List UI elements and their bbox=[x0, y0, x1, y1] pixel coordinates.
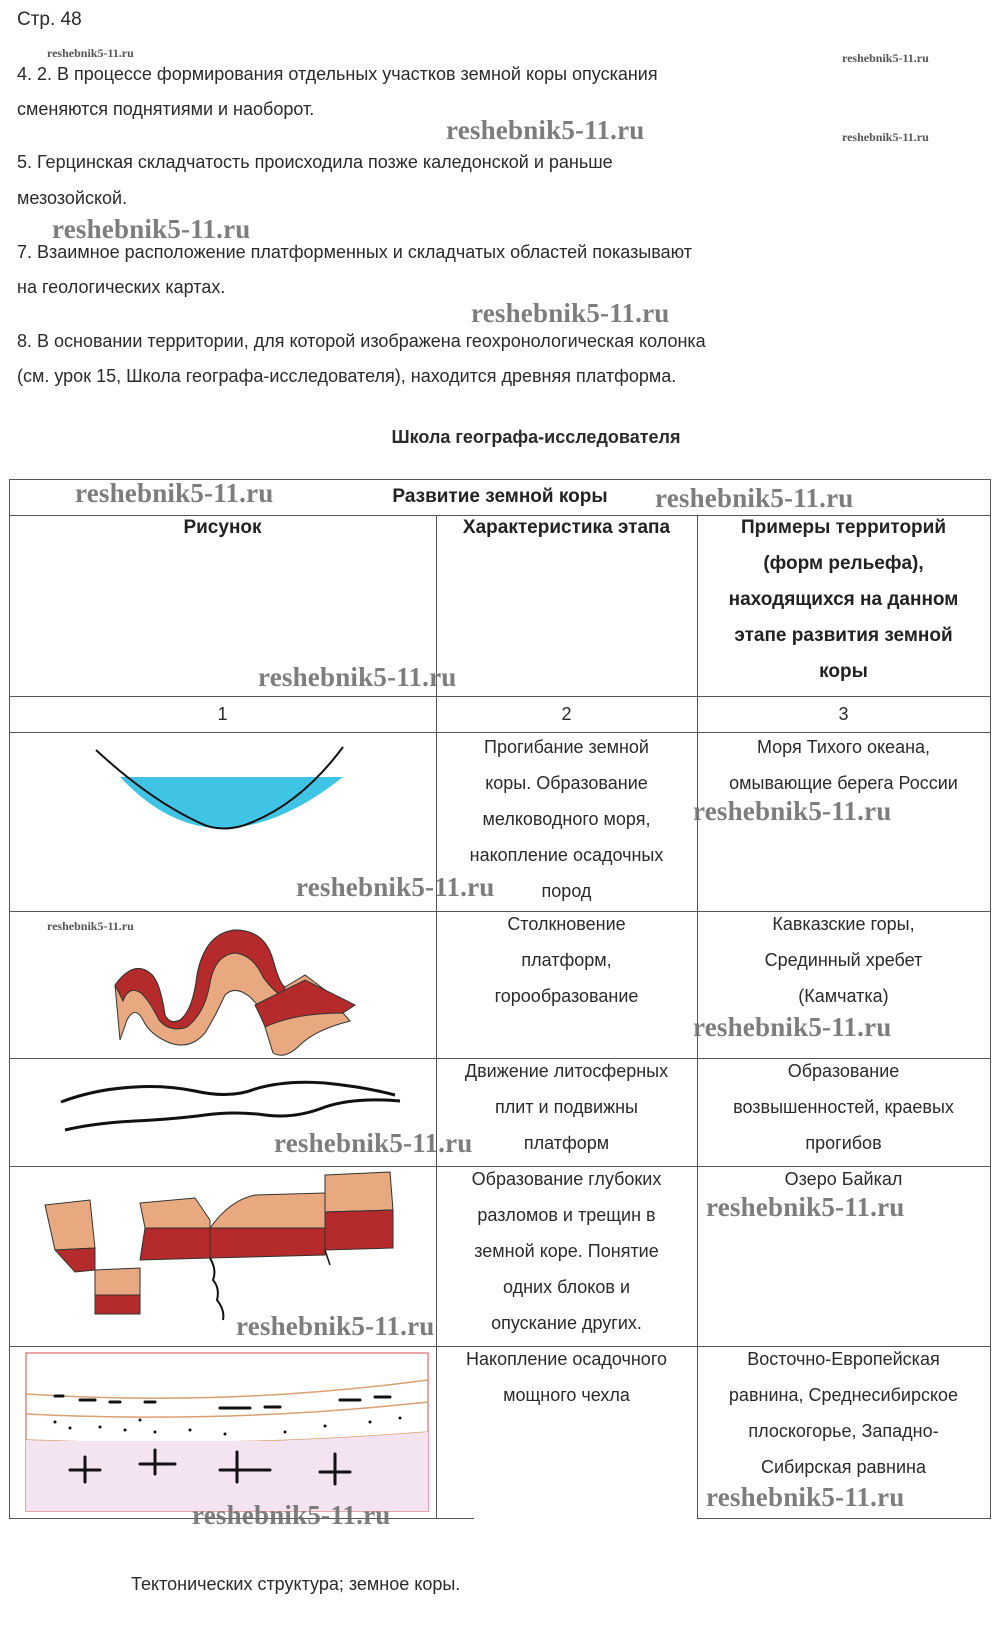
stage-line: разломов и трещин в bbox=[477, 1205, 656, 1225]
stage-line: мелководного моря, bbox=[482, 809, 651, 829]
header-examples-line: Примеры территорий bbox=[740, 517, 947, 538]
table-title: Развитие земной коры bbox=[392, 486, 608, 507]
folded-mountains-drawing bbox=[105, 925, 365, 1060]
footer-text: Тектонических структура; земное коры. bbox=[131, 1574, 461, 1594]
header-examples bbox=[697, 510, 990, 690]
row-3-stage bbox=[436, 1053, 697, 1161]
column-number: 2 bbox=[561, 704, 572, 724]
watermark: reshebnik5-11.ru bbox=[446, 115, 645, 145]
row-5-examples bbox=[697, 1341, 990, 1485]
example-line: (Камчатка) bbox=[798, 986, 889, 1006]
answer-line: 8. В основании территории, для которой изображена геохронологическая колонка bbox=[17, 331, 706, 351]
stage-line: земной коре. Понятие bbox=[474, 1241, 659, 1261]
watermark: reshebnik5-11.ru bbox=[236, 1311, 435, 1341]
stage-line: плит и подвижны bbox=[494, 1097, 638, 1117]
stage-line: Накопление осадочного bbox=[465, 1349, 667, 1369]
watermark: reshebnik5-11.ru bbox=[706, 1192, 905, 1222]
watermark-small: reshebnik5-11.ru bbox=[47, 919, 134, 933]
watermark-small: reshebnik5-11.ru bbox=[842, 130, 929, 144]
example-line: Сибирская равнина bbox=[761, 1457, 926, 1477]
header-examples-line: (форм рельефа), bbox=[763, 553, 924, 574]
example-line: равнина, Среднесибирское bbox=[728, 1385, 959, 1405]
header-stage: Характеристика этапа bbox=[462, 517, 671, 538]
stage-line: горообразование bbox=[494, 986, 639, 1006]
stage-line: коры. Образование bbox=[485, 773, 648, 793]
page-label: Стр. 48 bbox=[17, 9, 82, 30]
row-2-examples bbox=[697, 906, 990, 1014]
watermark: reshebnik5-11.ru bbox=[693, 1012, 892, 1042]
watermark: reshebnik5-11.ru bbox=[693, 796, 892, 826]
section-title: Школа географа-исследователя bbox=[391, 427, 681, 447]
answer-line: 5. Герцинская складчатость происходила позже каледонской и раньше bbox=[17, 152, 613, 172]
watermark: reshebnik5-11.ru bbox=[192, 1500, 391, 1530]
answer-line: мезозойской. bbox=[17, 188, 128, 208]
stage-line: Образование глубоких bbox=[471, 1169, 662, 1189]
header-examples-line: коры bbox=[819, 661, 868, 682]
example-line: Восточно-Европейская bbox=[747, 1349, 940, 1369]
example-line: возвышенностей, краевых bbox=[733, 1097, 954, 1117]
stage-line: платформ bbox=[523, 1133, 610, 1153]
header-examples-line: находящихся на данном bbox=[728, 589, 959, 610]
answer-line: 4. 2. В процессе формирования отдельных участков земной коры опускания bbox=[17, 64, 658, 84]
column-number: 1 bbox=[217, 704, 228, 724]
stage-line: Движение литосферных bbox=[464, 1061, 669, 1081]
watermark: reshebnik5-11.ru bbox=[75, 478, 274, 508]
stage-line: накопление осадочных bbox=[469, 845, 664, 865]
example-line: омывающие берега России bbox=[729, 773, 958, 793]
stage-line: Столкновение bbox=[507, 914, 626, 934]
example-line: прогибов bbox=[805, 1133, 882, 1153]
watermark: reshebnik5-11.ru bbox=[655, 483, 854, 513]
watermark: reshebnik5-11.ru bbox=[471, 298, 670, 328]
stage-line: Прогибание земной bbox=[484, 737, 649, 757]
stage-line: мощного чехла bbox=[503, 1385, 630, 1405]
example-line: Срединный хребет bbox=[764, 950, 923, 970]
row-5-stage bbox=[436, 1341, 697, 1413]
answer-line: на геологических картах. bbox=[17, 277, 226, 297]
watermark-small: reshebnik5-11.ru bbox=[47, 46, 134, 60]
watermark: reshebnik5-11.ru bbox=[274, 1128, 473, 1158]
stage-line: платформ, bbox=[521, 950, 612, 970]
watermark: reshebnik5-11.ru bbox=[52, 214, 251, 244]
watermark: reshebnik5-11.ru bbox=[296, 872, 495, 902]
example-line: Моря Тихого океана, bbox=[756, 737, 931, 757]
plate-movement-drawing bbox=[55, 1075, 405, 1135]
header-picture: Рисунок bbox=[183, 517, 262, 538]
example-line: плоскогорье, Западно- bbox=[748, 1421, 939, 1441]
answer-line: сменяются поднятиями и наоборот. bbox=[17, 99, 315, 119]
example-line: Образование bbox=[787, 1061, 900, 1081]
answer-line: 7. Взаимное расположение платформенных и складчатых областей показывают bbox=[17, 242, 692, 262]
watermark-small: reshebnik5-11.ru bbox=[842, 51, 929, 65]
example-line: Озеро Байкал bbox=[784, 1169, 903, 1189]
column-number: 3 bbox=[838, 704, 849, 724]
watermark: reshebnik5-11.ru bbox=[706, 1482, 905, 1512]
sedimentary-cover-drawing bbox=[25, 1352, 430, 1512]
row-1-examples bbox=[697, 729, 990, 801]
answer-line: (см. урок 15, Школа географа-исследователя), находится древняя платформа. bbox=[17, 366, 677, 386]
header-examples-line: этапе развития земной bbox=[734, 625, 953, 646]
stage-line: опускание других. bbox=[491, 1313, 642, 1333]
row-2-stage bbox=[436, 906, 697, 1014]
stage-line: пород bbox=[541, 881, 592, 901]
basin-drawing bbox=[90, 745, 350, 835]
example-line: Кавказские горы, bbox=[772, 914, 915, 934]
row-3-examples bbox=[697, 1053, 990, 1161]
row-4-stage bbox=[436, 1161, 697, 1341]
stage-line: одних блоков и bbox=[502, 1277, 631, 1297]
watermark: reshebnik5-11.ru bbox=[258, 662, 457, 692]
